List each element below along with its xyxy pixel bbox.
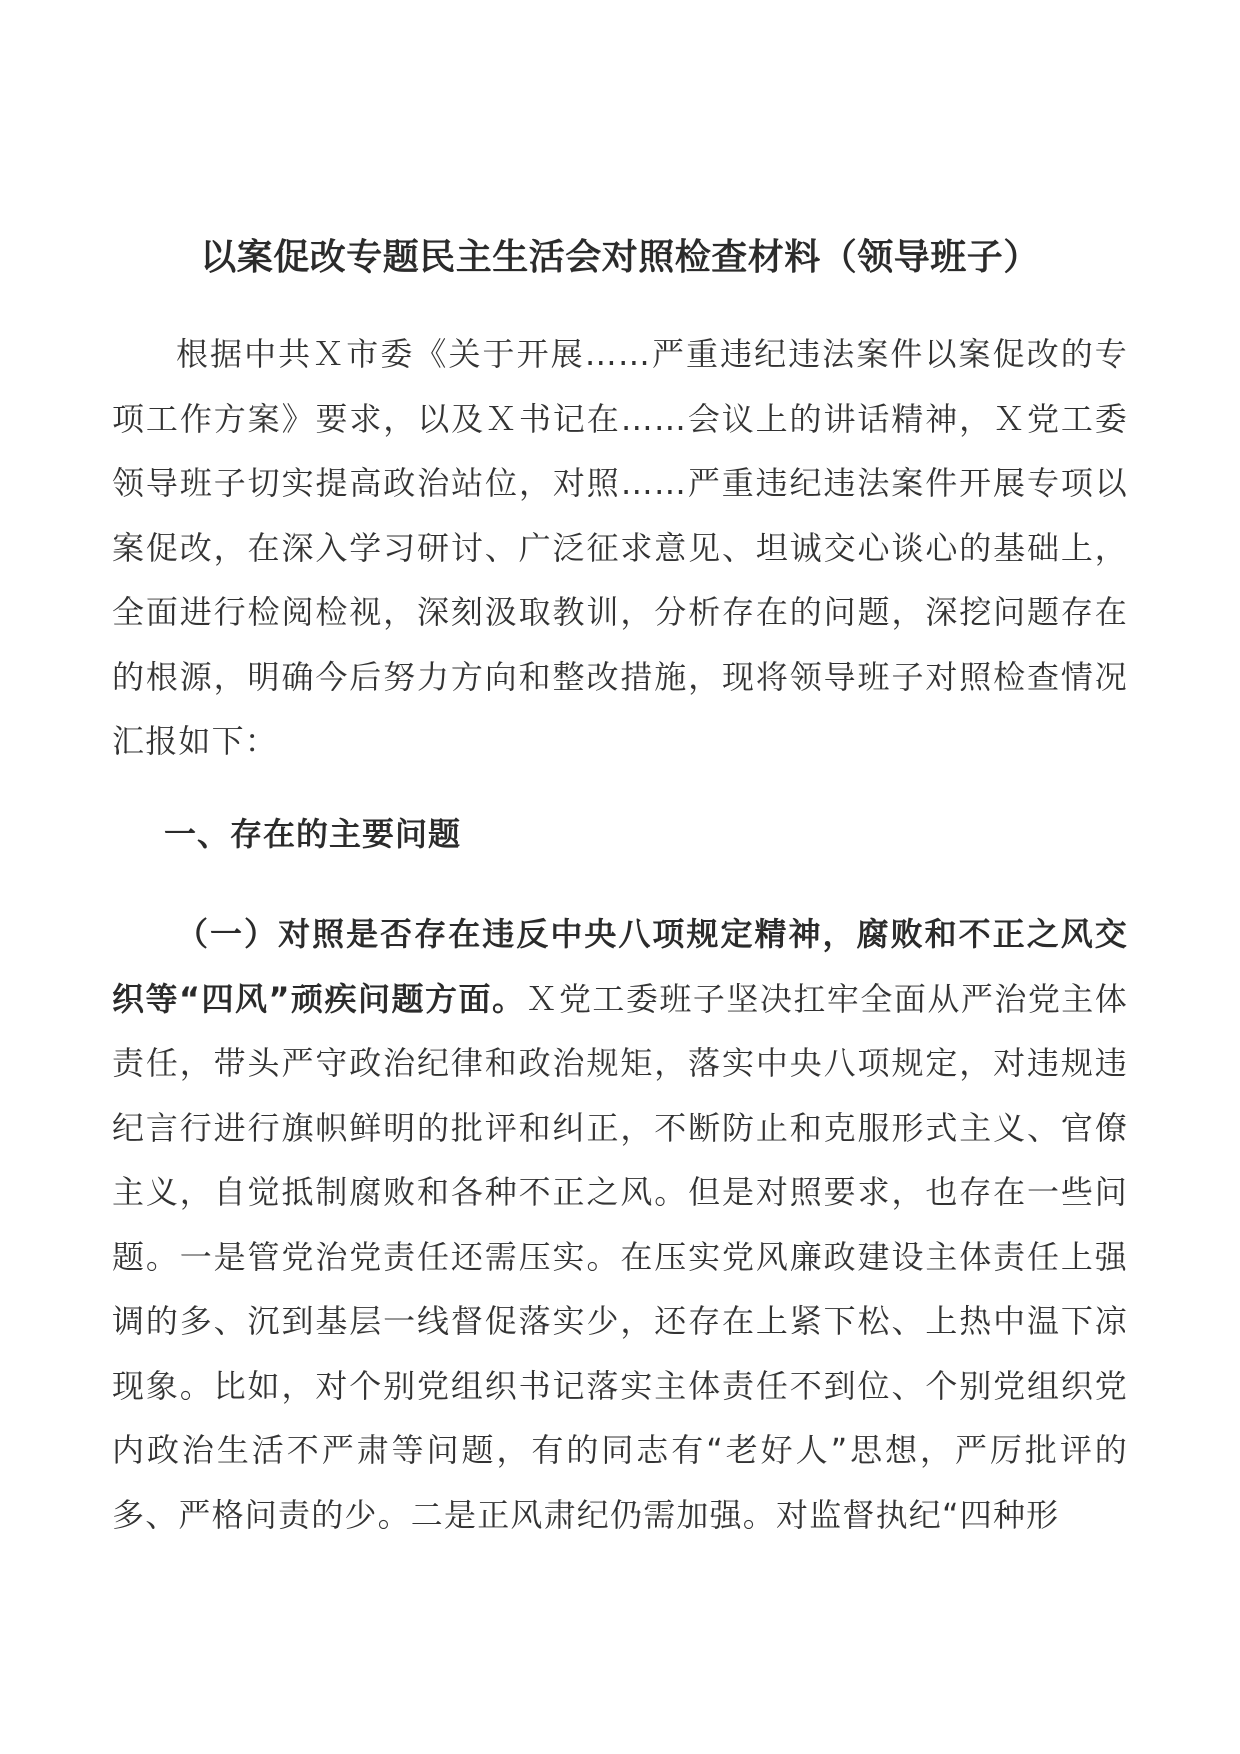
subsection-body: Ｘ党工委班子坚决扛牢全面从严治党主体责任，带头严守政治纪律和政治规矩，落实中央八项规定，对违规违纪言行进行旗帜鲜明的批评和纠正，不断防止和克服形式主义、官僚主义，自觉抵制腐败和各种不正之风。但是对照要求，也存在一些问题。一是管党治党责任还需压实。在压实党风廉政建设主体责任上强调的多、沉到基层一线督促落实少，还存在上紧下松、上热中温下凉现象。比如，对个别党组织书记落实主体责任不到位、个别党组织党内政治生活不严肃等问题，有的同志有“老好人”思想，严厉批评的多、严格问责的少。二是正风肃纪仍需加强。对监督执纪“四种形 bbox=[112, 979, 1128, 1534]
document-title: 以案促改专题民主生活会对照检查材料（领导班子） bbox=[200, 237, 1040, 278]
intro-paragraph: 根据中共Ｘ市委《关于开展……严重违纪违法案件以案促改的专项工作方案》要求，以及Ｘ书记在……会议上的讲话精神，Ｘ党工委领导班子切实提高政治站位，对照……严重违纪违法案件开展专项以案促改，在深入学习研讨、广泛征求意见、坦诚交心谈心的基础上，全面进行检阅检视，深刻汲取教训，分析存在的问题，深挖问题存在的根源，明确今后努力方向和整改措施，现将领导班子对照检查情况汇报如下： bbox=[112, 335, 1128, 760]
subsection-lead: （一）对照是否存在违反中央八项规定精神，腐败和不正之风交织等“四风”顽疾问题方面。 bbox=[112, 915, 1128, 1018]
section-heading: 一、存在的主要问题 bbox=[164, 815, 462, 853]
section-paragraph bbox=[112, 902, 1128, 1547]
